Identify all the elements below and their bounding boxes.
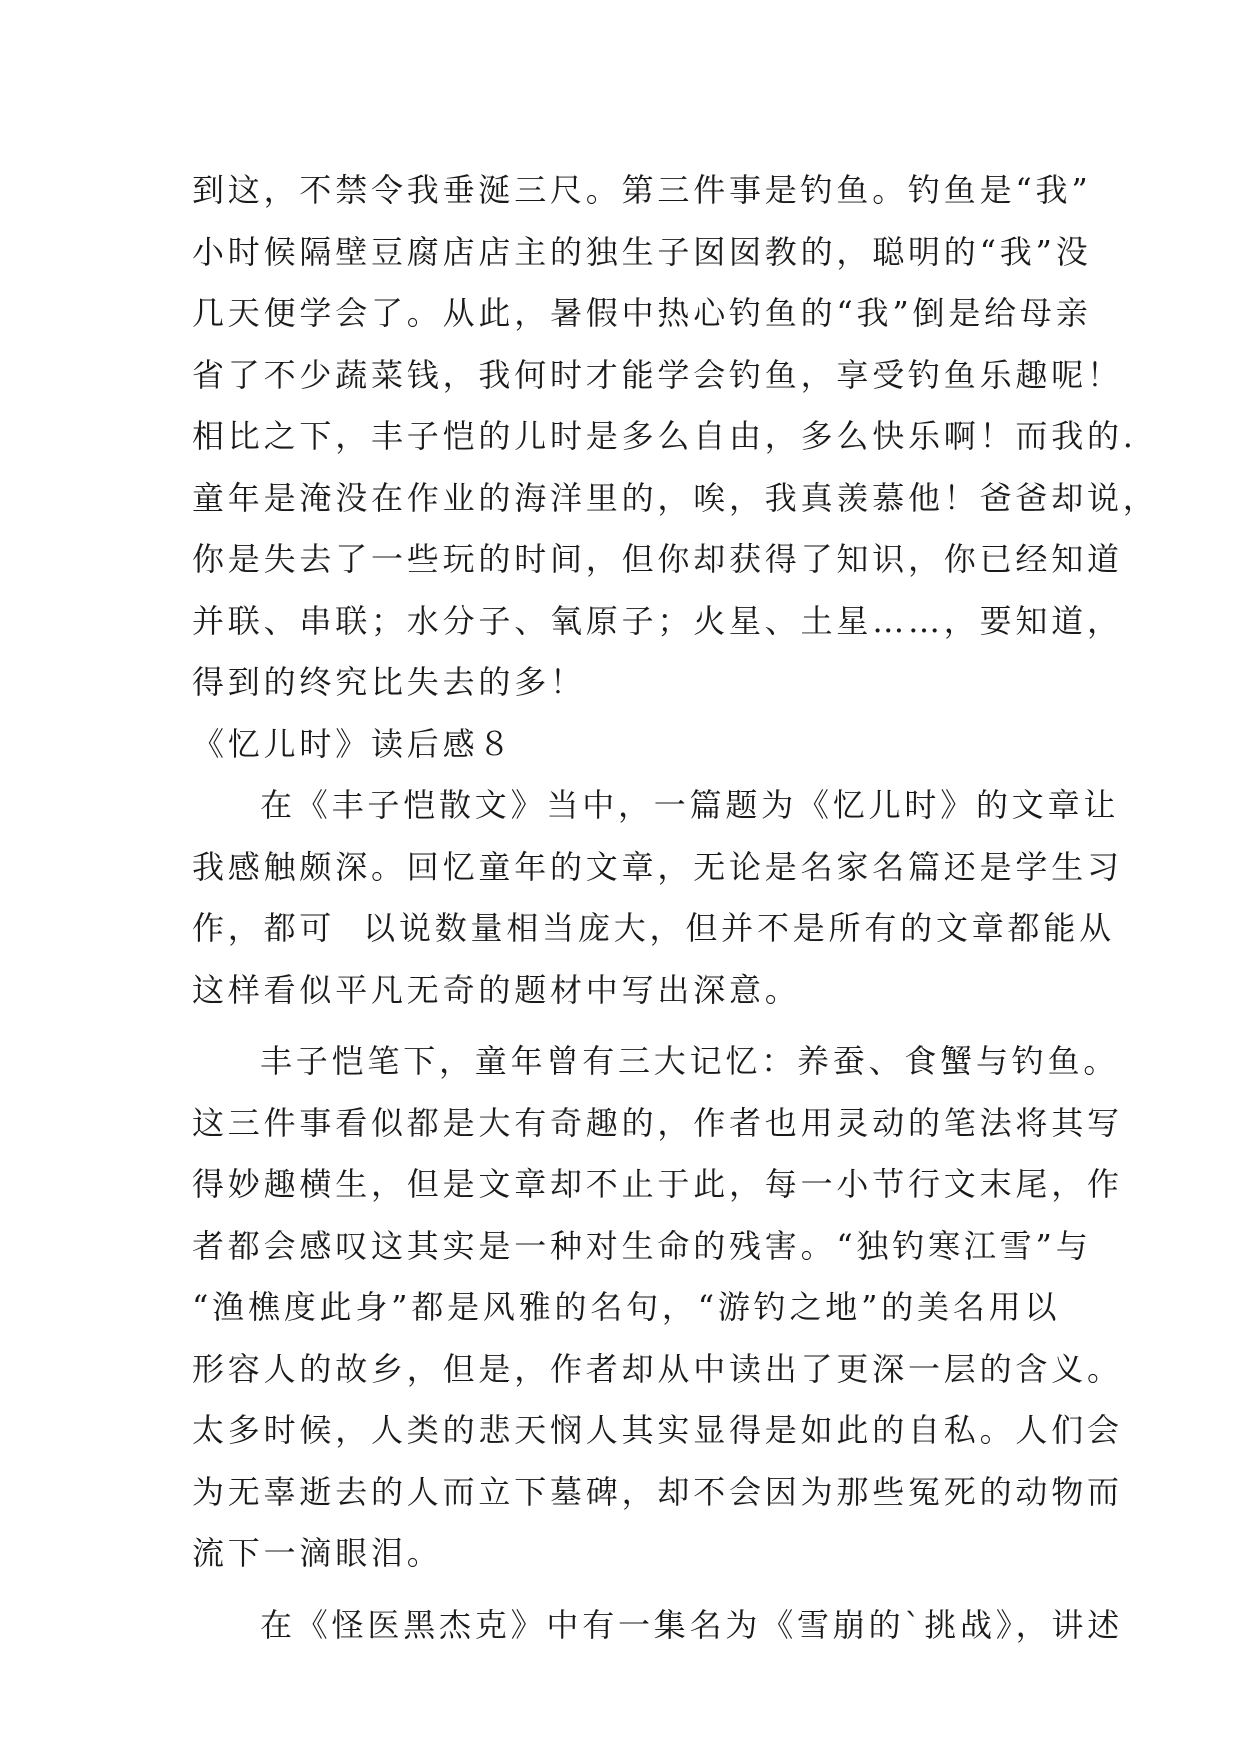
text-line: 形容人的故乡，但是，作者却从中读出了更深一层的含义。	[192, 1349, 1123, 1388]
text-line: 得到的终究比失去的多！	[192, 663, 586, 701]
paragraph-blackjack	[192, 1595, 1124, 1657]
text-line: 这样看似平凡无奇的题材中写出深意。	[192, 970, 801, 1009]
text-line: 丰子恺笔下，童年曾有三大记忆：养蚕、食蟹与钓鱼。	[260, 1042, 1120, 1080]
text-line: 你是失去了一些玩的时间，但你却获得了知识，你已经知道	[192, 540, 1123, 578]
text-line: 童年是淹没在作业的海洋里的，唉，我真羡慕他！爸爸却说，	[192, 478, 1159, 517]
text-line: 太多时候，人类的悲天悯人其实显得是如此的自私。人们会	[192, 1411, 1123, 1449]
text-line: 作，都可 以说数量相当庞大，但并不是所有的文章都能从	[192, 909, 1115, 947]
text-line: 小时候隔壁豆腐店店主的独生子囡囡教的，聪明的“我”没	[192, 232, 1092, 271]
text-line: 几天便学会了。从此，暑假中热心钓鱼的“我”倒是给母亲	[192, 294, 1092, 332]
text-line: “渔樵度此身”都是风雅的名句，“游钓之地”的美名用以	[192, 1288, 1061, 1326]
text-line: 在《怪医黑杰克》中有一集名为《雪崩的`挑战》，讲述	[260, 1605, 1124, 1644]
text-line: 流下一滴眼泪。	[192, 1534, 443, 1572]
paragraph-memories	[192, 1031, 1123, 1585]
text-line: 者都会感叹这其实是一种对生命的残害。“独钓寒江雪”与	[192, 1226, 1092, 1265]
text-line: 在《丰子恺散文》当中，一篇题为《忆儿时》的文章让	[260, 786, 1120, 824]
text-line: 省了不少蔬菜钱，我何时才能学会钓鱼，享受钓鱼乐趣呢！	[192, 355, 1123, 394]
document-body	[192, 160, 1159, 1656]
text-line: 并联、串联；水分子、氧原子；火星、土星……，要知道，	[192, 601, 1123, 640]
text-line: 到这，不禁令我垂涎三尺。第三件事是钓鱼。钓鱼是“我”	[192, 171, 1092, 209]
text-line: 相比之下，丰子恺的儿时是多么自由，多么快乐啊！而我的.	[192, 417, 1137, 455]
text-line: 得妙趣横生，但是文章却不止于此，每一小节行文末尾，作	[192, 1165, 1123, 1203]
paragraph-continued	[192, 160, 1159, 714]
text-line: 这三件事看似都是大有奇趣的，作者也用灵动的笔法将其写	[192, 1103, 1123, 1142]
text-line: 我感触颇深。回忆童年的文章，无论是名家名篇还是学生习	[192, 847, 1123, 886]
paragraph-intro	[192, 775, 1123, 1021]
text-line: 为无辜逝去的人而立下墓碑，却不会因为那些冤死的动物而	[192, 1472, 1123, 1511]
section-heading: 《忆儿时》读后感８	[192, 724, 515, 763]
